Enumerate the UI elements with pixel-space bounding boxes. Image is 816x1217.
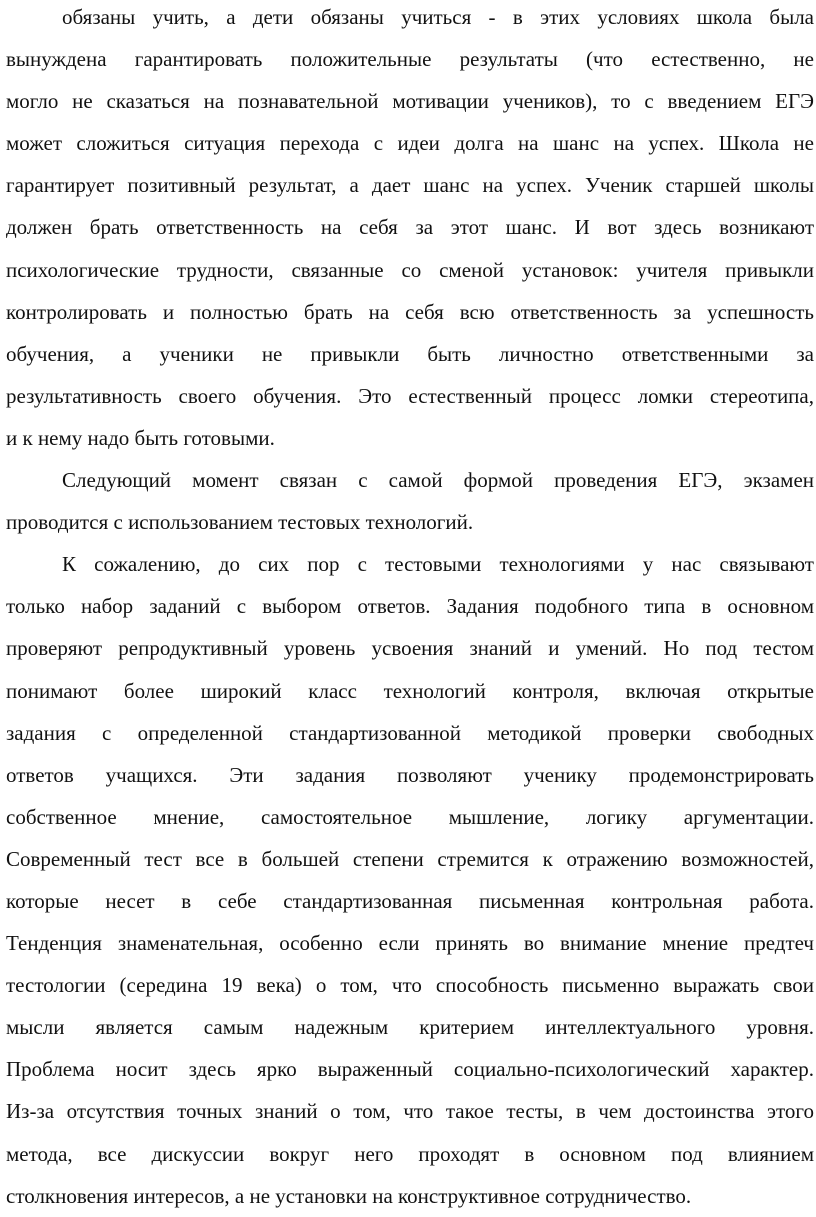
paragraph-2 <box>6 459 814 543</box>
text-line: мысли является самым надежным критерием интеллектуального уровня. <box>6 1015 814 1040</box>
text-line: гарантирует позитивный результат, а дает шанс на успех. Ученик старшей школы <box>6 173 814 198</box>
text-line: проверяют репродуктивный уровень усвоения знаний и умений. Но под тестом <box>6 636 814 661</box>
text-line: психологические трудности, связанные со сменой установок: учителя привыкли <box>6 257 814 282</box>
text-line: Из-за отсутствия точных знаний о том, что такое тесты, в чем достоинства этого <box>6 1099 814 1124</box>
text-line: и к нему надо быть готовыми. <box>6 425 275 450</box>
text-line: Современный тест все в большей степени стремится к отражению возможностей, <box>6 846 814 871</box>
text-line: могло не сказаться на познавательной мотивации учеников), то с введением ЕГЭ <box>6 89 814 114</box>
text-line: задания с определенной стандартизованной методикой проверки свободных <box>6 720 814 745</box>
text-line: Следующий момент связан с самой формой проведения ЕГЭ, экзамен <box>62 468 814 493</box>
paragraph-3 <box>6 543 814 1217</box>
text-line: обязаны учить, а дети обязаны учиться - в этих условиях школа была <box>62 5 814 29</box>
text-line: обучения, а ученики не привыкли быть личностно ответственными за <box>6 341 814 366</box>
text-line: понимают более широкий класс технологий контроля, включая открытые <box>6 678 814 703</box>
text-line: тестологии (середина 19 века) о том, что способность письменно выражать свои <box>6 973 814 998</box>
text-line: должен брать ответственность на себя за этот шанс. И вот здесь возникают <box>6 215 814 240</box>
text-line: метода, все дискуссии вокруг него проходят в основном под влиянием <box>6 1141 814 1166</box>
text-line: вынуждена гарантировать положительные результаты (что естественно, не <box>6 47 814 72</box>
text-line: только набор заданий с выбором ответов. Задания подобного типа в основном <box>6 594 814 619</box>
text-line: результативность своего обучения. Это естественный процесс ломки стереотипа, <box>6 383 814 408</box>
document-body <box>6 0 814 1217</box>
text-line: столкновения интересов, а не установки на конструктивное сотрудничество. <box>6 1183 692 1208</box>
text-line: собственное мнение, самостоятельное мышление, логику аргументации. <box>6 804 814 829</box>
text-line: может сложиться ситуация перехода с идеи долга на шанс на успех. Школа не <box>6 131 814 156</box>
text-line: которые несет в себе стандартизованная письменная контрольная работа. <box>6 888 814 913</box>
text-line: проводится с использованием тестовых технологий. <box>6 510 474 535</box>
text-line: К сожалению, до сих пор с тестовыми технологиями у нас связывают <box>62 552 814 577</box>
paragraph-1 <box>6 0 814 459</box>
text-line: ответов учащихся. Эти задания позволяют ученику продемонстрировать <box>6 762 814 787</box>
text-line: контролировать и полностью брать на себя всю ответственность за успешность <box>6 299 814 324</box>
text-line: Тенденция знаменательная, особенно если принять во внимание мнение предтеч <box>6 931 814 956</box>
text-line: Проблема носит здесь ярко выраженный социально-психологический характер. <box>6 1057 814 1082</box>
